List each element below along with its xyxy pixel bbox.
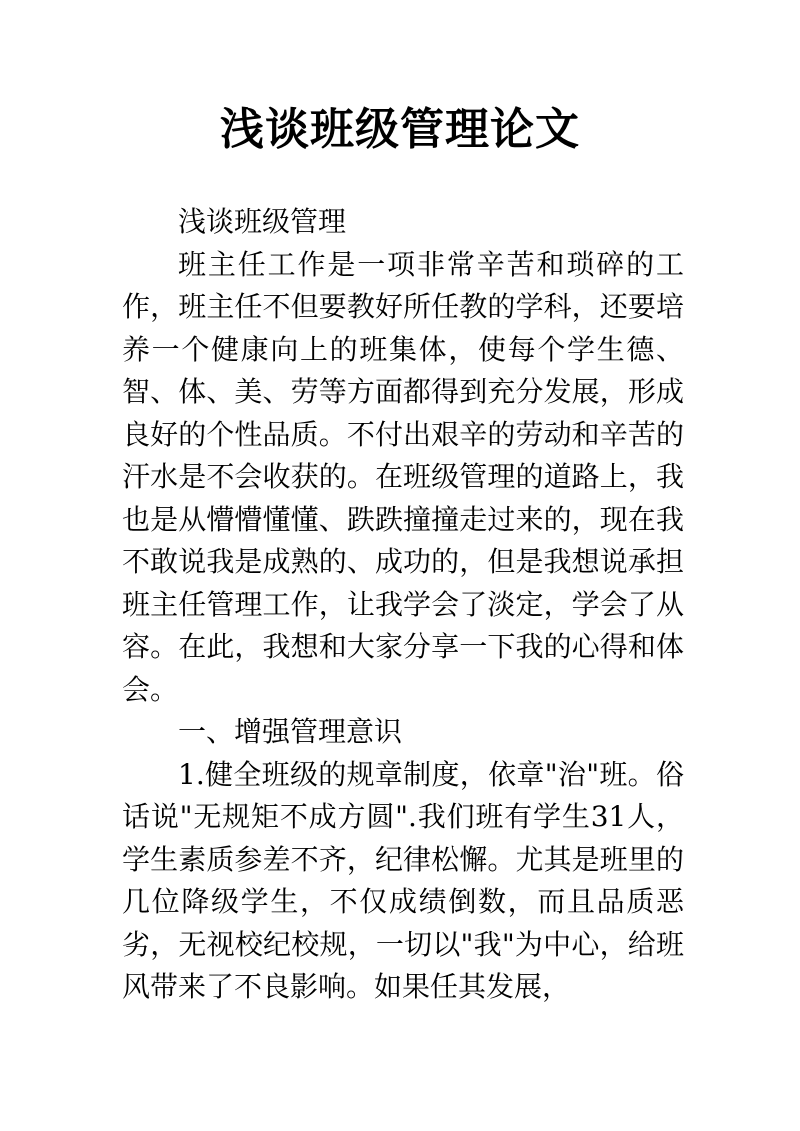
document-body	[122, 201, 684, 1009]
paragraph-subtitle: 浅谈班级管理	[178, 205, 347, 238]
paragraph-intro: 班主任工作是一项非常辛苦和琐碎的工作，班主任不但要教好所任教的学科，还要培养一个健康向上的班集体，使每个学生德、智、体、美、劳等方面都得到充分发展，形成良好的个性品质。不付出艰辛的劳动和辛苦的汗水是不会收获的。在班级管理的道路上，我也是从懵懵懂懂、跌跌撞撞走过来的，现在我不敢说我是成熟的、成功的，但是我想说承担班主任管理工作，让我学会了淡定，学会了从容。在此，我想和大家分享一下我的心得和体会。	[122, 247, 684, 706]
document-title: 浅谈班级管理论文	[220, 104, 580, 155]
section-heading: 一、增强管理意识	[178, 715, 403, 748]
paragraph-rules: 1.健全班级的规章制度，依章"治"班。俗话说"无规矩不成方圆".我们班有学生31人，学生素质参差不齐，纪律松懈。尤其是班里的几位降级学生，不仅成绩倒数，而且品质恶劣，无视校纪校规，一切以"我"为中心，给班风带来了不良影响。如果任其发展，	[122, 757, 684, 1003]
